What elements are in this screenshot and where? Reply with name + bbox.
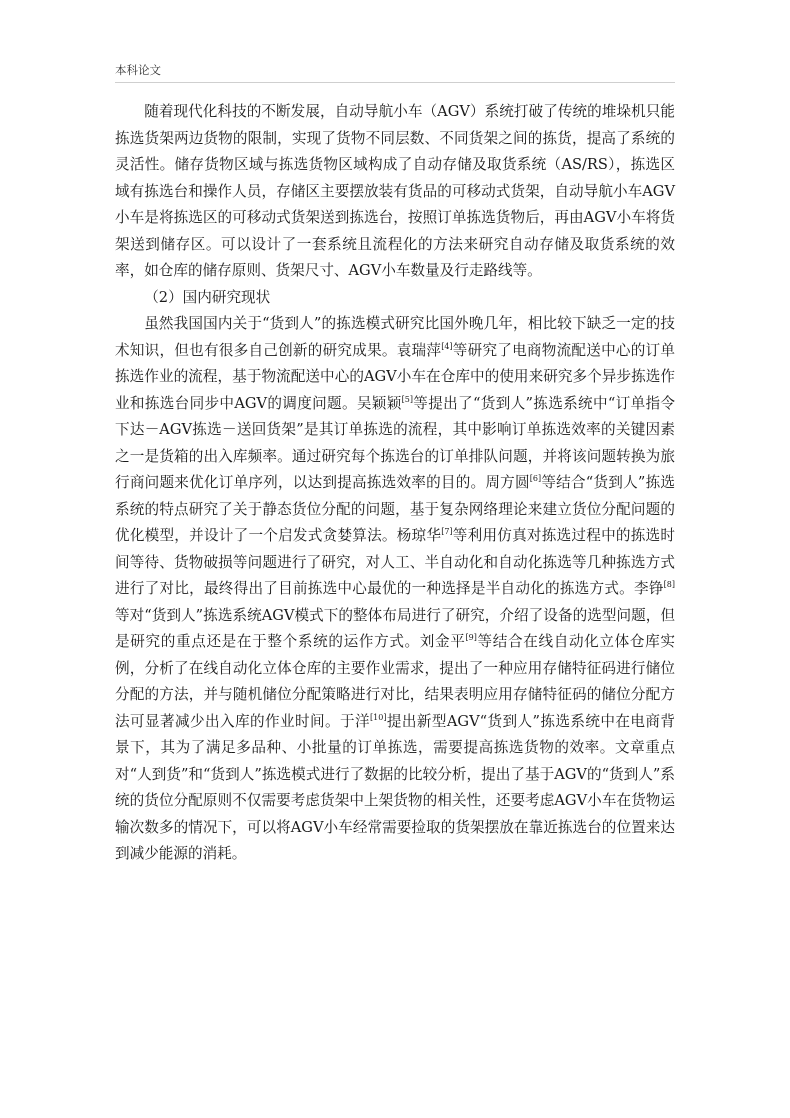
citation-ref: [8] bbox=[663, 580, 675, 590]
section-heading: （2）国内研究现状 bbox=[144, 288, 271, 306]
header-divider bbox=[115, 82, 675, 83]
citation-ref: [10] bbox=[370, 712, 387, 722]
text-segment: 等研究了电商物流配送中心的订单拣选作业的流程，基于物流配送中心的AGV小车在仓库中的使用来研究多个异步拣选作业和拣选台同步中AGV的调度问题。吴颖颖 bbox=[115, 341, 675, 412]
citation-ref: [7] bbox=[441, 527, 453, 537]
text-segment: 等对“货到人”拣选系统AGV模式下的整体布局进行了研究，介绍了设备的选型问题，但是研究的重点还是在于整个系统的运作方式。刘金平 bbox=[115, 606, 675, 650]
citation-ref: [9] bbox=[465, 633, 477, 643]
text-segment: 等结合“货到人”拣选系统的特点研究了关于静态货位分配的问题，基于复杂网络理论来建立货位分配问题的优化模型，并设计了一个启发式贪婪算法。杨琼华 bbox=[115, 474, 675, 544]
text-segment: 等利用仿真对拣选过程中的拣选时间等待、货物破损等问题进行了研究，对人工、半自动化和自动化拣选等几种拣选方式进行了对比，最终得出了目前拣选中心最优的一种选择是半自动化的拣选方式。李铮 bbox=[115, 527, 675, 597]
text-segment: 提出新型AGV“货到人”拣选系统中在电商背景下，其为了满足多品种、小批量的订单拣选，需要提高拣选货物的效率。文章重点对“人到货”和“货到人”拣选模式进行了数据的比较分析，提出了基于AGV的“货到人”系统的货位分配原则不仅需要考虑货架中上架货物的相关性，还要考虑AGV小车在货物运输次数多的情况下，可以将AGV小车经常需要捡取的货架摆放在靠近拣选台的位置来达到减少能源的消耗。 bbox=[115, 712, 675, 862]
citation-ref: [5] bbox=[401, 394, 413, 404]
text-segment: 等结合在线自动化立体仓库实例，分析了在线自动化立体仓库的主要作业需求，提出了一种应用存储特征码进行储位分配的方法，并与随机储位分配策略进行对比，结果表明应用存储特征码的储位分配方法可显著减少出入库的作业时间。于洋 bbox=[115, 633, 675, 730]
text-segment: 等提出了“货到人”拣选系统中“订单指令下达－AGV拣选－送回货架”是其订单拣选的流程，其中影响订单拣选效率的关键因素之一是货箱的出入库频率。通过研究每个拣选台的订单排队问题，并将该问题转换为旅行商问题来优化订单序列，以达到提高拣选效率的目的。周方圆 bbox=[115, 394, 675, 491]
citation-ref: [6] bbox=[529, 474, 542, 484]
paragraph-intro: 随着现代化科技的不断发展，自动导航小车（AGV）系统打破了传统的堆垛机只能拣选货架两边货物的限制，实现了货物不同层数、不同货架之间的拣货，提高了系统的灵活性。储存货物区域与拣选货物区域构成了自动存储及取货系统（AS/RS），拣选区域有拣选台和操作人员，存储区主要摆放装有货品的可移动式货架，自动导航小车AGV小车是将拣选区的可移动式货架送到拣选台，按照订单拣选货物后，再由AGV小车将货架送到储存区。可以设计了一套系统且流程化的方法来研究自动存储及取货系统的效率，如仓库的储存原则、货架尺寸、AGV小车数量及行走路线等。 bbox=[115, 103, 675, 279]
page-body bbox=[115, 99, 675, 868]
running-header: 本科论文 bbox=[115, 63, 161, 77]
paragraph-domestic-research bbox=[115, 311, 675, 868]
text-segment: 虽然我国国内关于“货到人”的拣选模式研究比国外晚几年，相比较下缺乏一定的技术知识，但也有很多自己创新的研究成果。袁瑞萍 bbox=[115, 315, 675, 359]
citation-ref: [4] bbox=[441, 341, 453, 351]
